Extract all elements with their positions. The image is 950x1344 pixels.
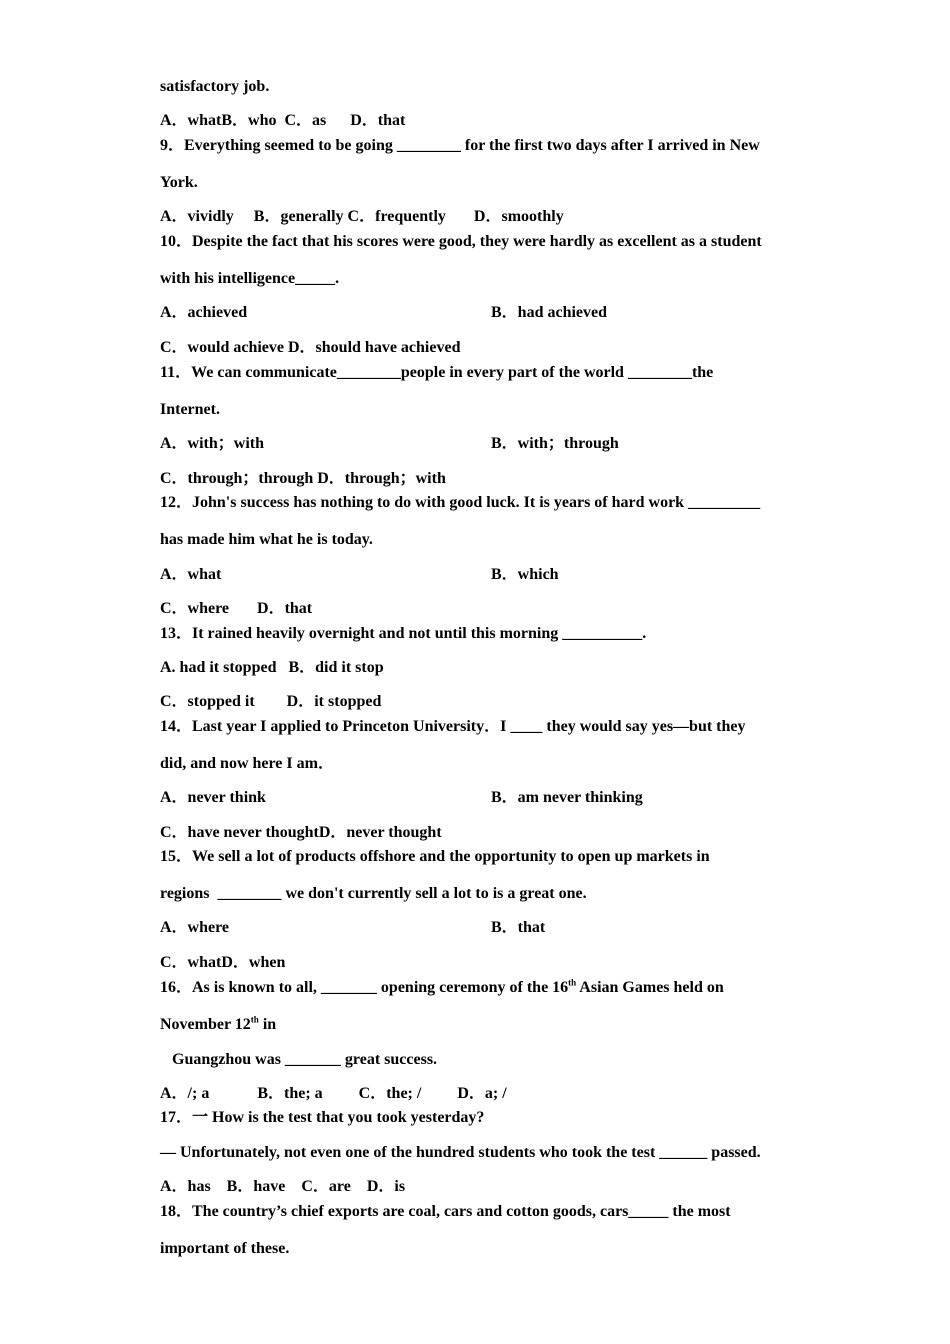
text-line: regions ________ we don't currently sell a lot to is a great one.	[160, 885, 587, 902]
answer-options: A．whatB．who C．as D．that	[160, 112, 406, 129]
question-9: 9．Everything seemed to be going ________ for the first two days after I arrived in New	[160, 137, 760, 154]
answer-options: C．whatD．when	[160, 954, 286, 971]
text-line: Guangzhou was _______ great success.	[160, 1051, 438, 1068]
text-line	[160, 1015, 276, 1035]
option-b: B．had achieved	[491, 304, 608, 321]
answer-options: C．have never thoughtD．never thought	[160, 824, 442, 841]
text-segment: in	[258, 1016, 277, 1033]
text-line: York.	[160, 174, 198, 191]
option-a: A．what	[160, 566, 222, 583]
answer-options: C．where D．that	[160, 600, 313, 617]
answer-options: C．would achieve D．should have achieved	[160, 339, 461, 356]
text-segment: 16．As is known to all, _______ opening ceremony of the 16	[160, 979, 569, 996]
question-18: 18．The country’s chief exports are coal, cars and cotton goods, cars_____ the most	[160, 1203, 731, 1220]
question-10: 10．Despite the fact that his scores were good, they were hardly as excellent as a student	[160, 233, 762, 250]
question-17: 17．一 How is the test that you took yesterday?	[160, 1109, 485, 1126]
question-15: 15．We sell a lot of products offshore and the opportunity to open up markets in	[160, 848, 710, 865]
question-13: 13．It rained heavily overnight and not until this morning __________.	[160, 625, 647, 642]
text-line: important of these.	[160, 1240, 290, 1257]
text-line: with his intelligence_____.	[160, 270, 340, 287]
question-11: 11．We can communicate________people in every part of the world ________the	[160, 364, 714, 381]
text-line: has made him what he is today.	[160, 531, 373, 548]
answer-options: C．stopped it D．it stopped	[160, 693, 382, 710]
answer-options: A．vividly B．generally C．frequently D．smoothly	[160, 208, 564, 225]
superscript: th	[568, 977, 577, 988]
option-b: B．with；through	[491, 435, 619, 452]
text-segment: Asian Games held on	[576, 979, 724, 996]
option-a: A．achieved	[160, 304, 248, 321]
question-12: 12．John's success has nothing to do with good luck. It is years of hard work _________	[160, 494, 761, 511]
answer-options: C．through；through D．through；with	[160, 470, 446, 487]
option-a: A．never think	[160, 789, 266, 806]
option-a: A．where	[160, 919, 230, 936]
answer-options: A. had it stopped B．did it stop	[160, 659, 384, 676]
answer-options: A．/; a B．the; a C．the; / D．a; /	[160, 1085, 507, 1102]
option-a: A．with；with	[160, 435, 265, 452]
superscript: th	[250, 1014, 259, 1025]
question-14: 14．Last year I applied to Princeton University．I ____ they would say yes—but they	[160, 718, 746, 735]
text-segment: November 12	[160, 1016, 251, 1033]
option-b: B．that	[491, 919, 546, 936]
text-line: satisfactory job.	[160, 78, 270, 95]
question-16	[160, 978, 724, 998]
text-line: — Unfortunately, not even one of the hundred students who took the test ______ passed.	[160, 1144, 761, 1161]
answer-options: A．has B．have C．are D．is	[160, 1178, 406, 1195]
option-b: B．am never thinking	[491, 789, 643, 806]
text-line: Internet.	[160, 401, 220, 418]
option-b: B．which	[491, 566, 559, 583]
text-line: did, and now here I am．	[160, 755, 334, 772]
